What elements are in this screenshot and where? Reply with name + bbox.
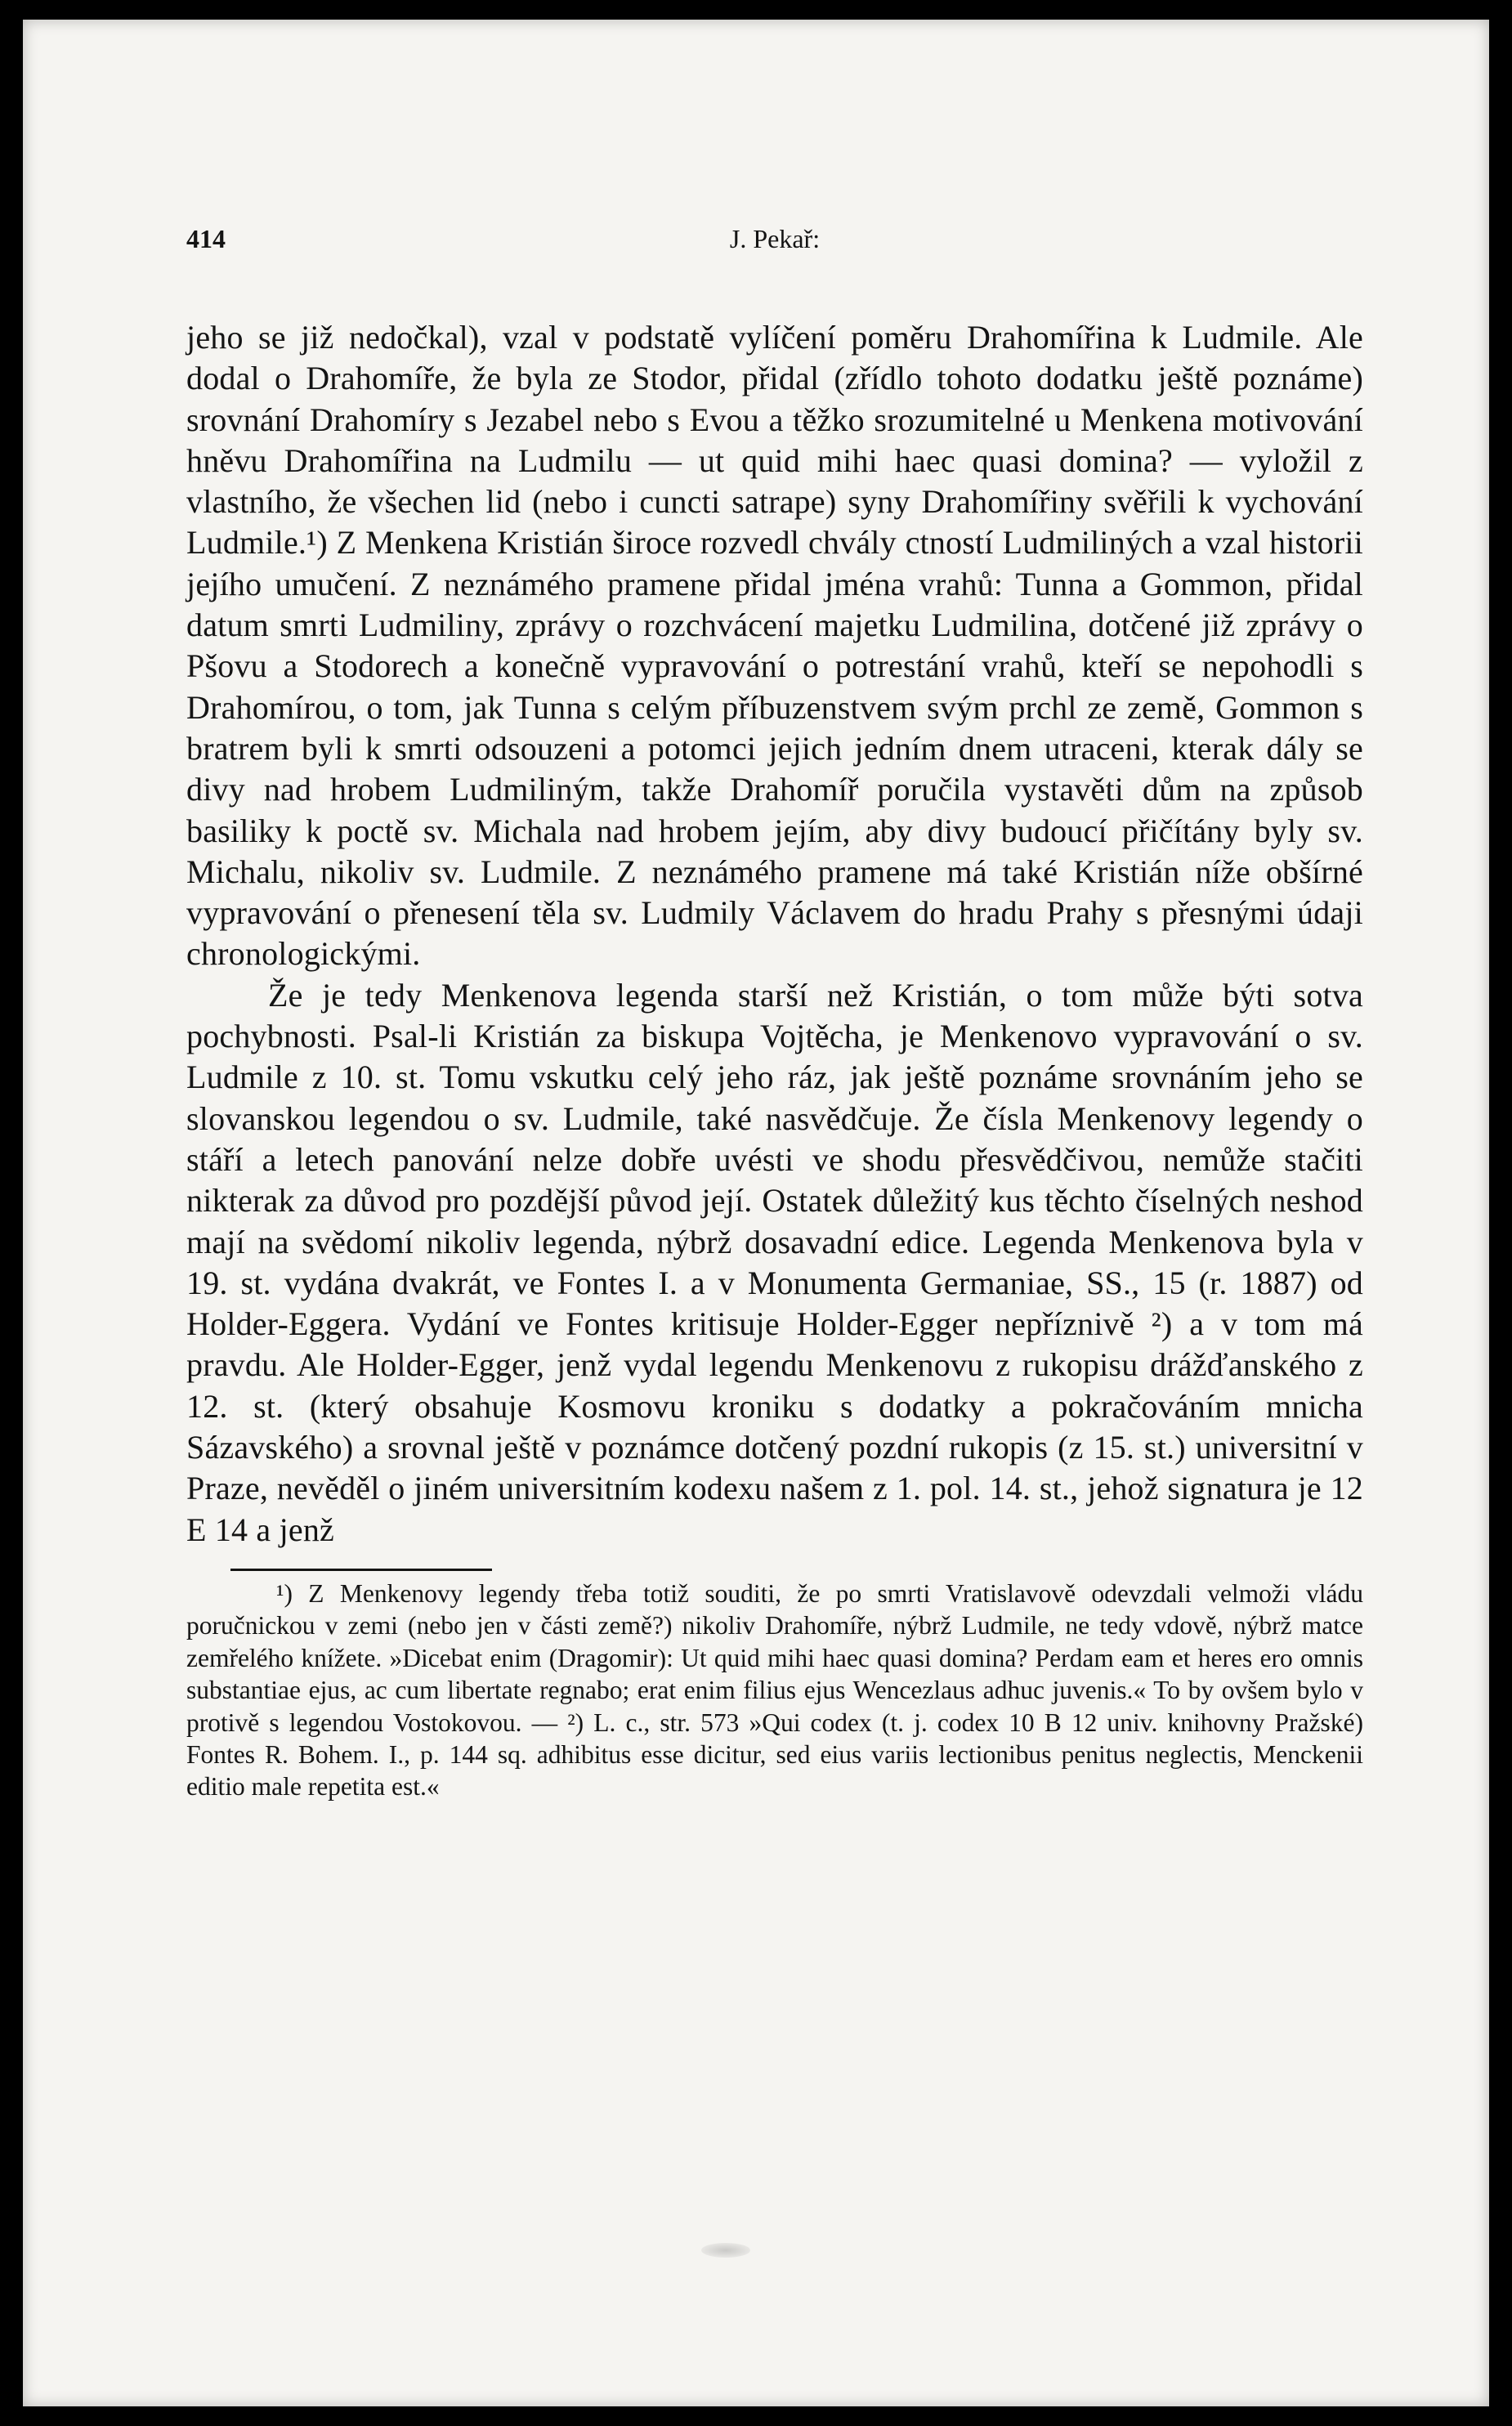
footnote-divider [230,1569,492,1571]
footnote-text: ¹) Z Menkenovy legendy třeba totiž souditi, že po smrti Vratislavově odevzdali velmoži vládu poručnickou v zemi (nebo jen v části země?) nikoliv Drahomíře, nýbrž Ludmile, ne tedy vdově, nýbrž matce zemřelého knížete. »Dicebat enim (Dragomir): Ut quid mihi haec quasi domina? Perdam eam et heres ero omnis substantiae ejus, ac cum libertate regnabo; erat enim filius ejus Wencezlaus adhuc juvenis.« To by ovšem bylo v protivě s legendou Vostokovou. — ²) L. c., str. 573 »Qui codex (t. j. codex 10 B 12 univ. knihovny Pražské) Fontes R. Bohem. I., p. 144 sq. adhibitus esse dicitur, sed eius variis lectionibus penitus neglectis, Menckenii editio male repetita est.« [186,1578,1363,1802]
book-page [23,20,1489,2406]
running-head: J. Pekař: [729,224,821,253]
page-number: 414 [186,224,226,253]
page-header [186,224,1363,257]
paragraph-1: jeho se již nedočkal), vzal v podstatě vylíčení poměru Drahomířina k Ludmile. Ale dodal o Drahomíře, že byla ze Stodor, přidal (zřídlo tohoto dodatku ještě poznáme) srovnání Drahomíry s Jezabel nebo s Evou a těžko srozumitelné u Menkena motivování hněvu Drahomířina na Ludmilu — ut quid mihi haec quasi domina? — vyložil z vlastního, že všechen lid (nebo i cuncti satrape) syny Drahomířiny svěřili k vychování Ludmile.¹) Z Menkena Kristián široce rozvedl chvály ctností Ludmiliných a vzal historii jejího umučení. Z neznámého pramene přidal jména vrahů: Tunna a Gommon, přidal datum smrti Ludmiliny, zprávy o rozchvácení majetku Ludmilina, dotčené již zprávy o Pšovu a Stodorech a konečně vypravování o potrestání vrahů, kteří se nepohodli s Drahomírou, o tom, jak Tunna s celým příbuzenstvem svým prchl ze země, Gommon s bratrem byli k smrti odsouzeni a potomci jejich jedním dnem utraceni, kterak dály se divy nad hrobem Ludmiliným, takže Drahomíř poručila vystavěti dům na způsob basiliky k poctě sv. Michala nad hrobem jejím, aby divy budoucí přičítány byly sv. Michalu, nikoliv sv. Ludmile. Z neznámého pramene má také Kristián níže obšírné vypravování o přenesení těla sv. Ludmily Václavem do hradu Prahy s přesnými údaji chronologickými. [186,319,1363,973]
body-text [186,317,1363,1551]
paragraph-2: Že je tedy Menkenova legenda starší než Kristián, o tom může býti sotva pochybnosti. Psal-li Kristián za biskupa Vojtěcha, je Menkenovo vypravování o sv. Ludmile z 10. st. Tomu vskutku celý jeho ráz, jak ještě poznáme srovnáním jeho se slovanskou legendou o sv. Ludmile, také nasvědčuje. Že čísla Menkenovy legendy o stáří a letech panování nelze dobře uvésti ve shodu přesvědčivou, nemůže stačiti nikterak za důvod pro pozdější původ její. Ostatek důležitý kus těchto číselných neshod mají na svědomí nikoliv legenda, nýbrž dosavadní edice. Legenda Menkenova byla v 19. st. vydána dvakrát, ve Fontes I. a v Monumenta Germaniae, SS., 15 (r. 1887) od Holder-Eggera. Vydání ve Fontes kritisuje Holder-Egger nepříznivě ²) a v tom má pravdu. Ale Holder-Egger, jenž vydal legendu Menkenovu z rukopisu drážďanského z 12. st. (který obsahuje Kosmovu kroniku s dodatky a pokračováním mnicha Sázavského) a srovnal ještě v poznámce dotčený pozdní rukopis (z 15. st.) universitní v Praze, nevěděl o jiném universitním kodexu našem z 1. pol. 14. st., jehož signatura je 12 E 14 a jenž [186,976,1363,1548]
page-content [186,224,1363,1803]
footnotes [186,1578,1363,1803]
ink-smudge [701,2243,750,2258]
